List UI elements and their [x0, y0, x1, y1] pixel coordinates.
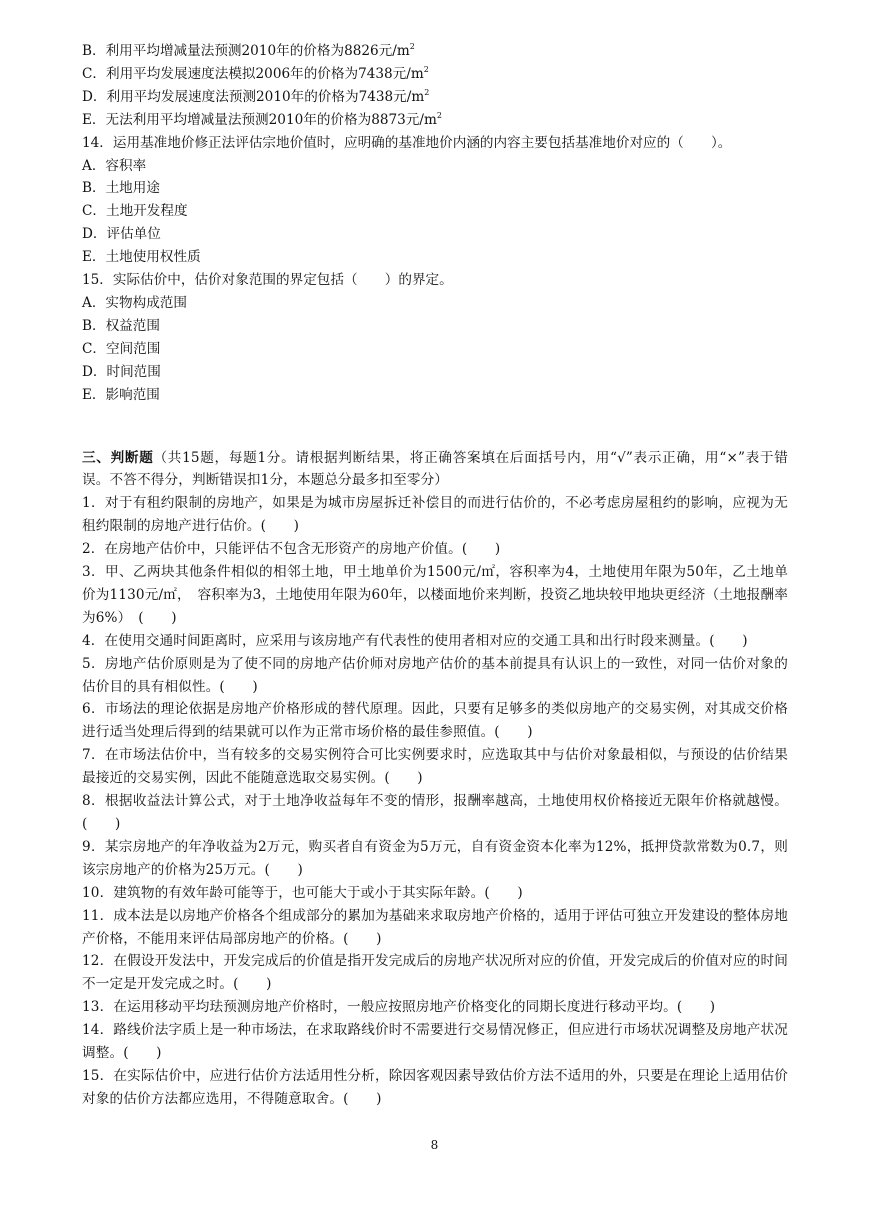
- tf-question-14: 14．路线价法字质上是一种市场法，在求取路线价时不需要进行交易情况修正，但应进行市场状况调整及房地产状况调整。( ): [82, 1022, 788, 1062]
- tf-question-1: 1．对于有租约限制的房地产，如果是为城市房屋拆迁补偿目的而进行估价的，不必考虑房屋租约的影响，应视为无租约限制的房地产进行估价。( ): [82, 495, 788, 535]
- tf-question-10: 10．建筑物的有效年龄可能等于，也可能大于或小于其实际年龄。( ): [82, 884, 523, 901]
- tf-question-2: 2．在房地产估价中，只能评估不包含无形资产的房地产价值。( ): [82, 541, 501, 558]
- question-stem: 14．运用基准地价修正法评估宗地价值时，应明确的基准地价内涵的内容主要包括基准地价对应的（ ）。: [82, 134, 732, 151]
- tf-question-9: 9．某宗房地产的年净收益为2万元，购买者自有资金为5万元，自有资金资本化率为12%，抵押贷款常数为0.7，则该宗房地产的价格为25万元。( ): [82, 838, 788, 878]
- tf-question-5: 5．房地产估价原则是为了使不同的房地产估价师对房地产估价的基本前提具有认识上的一致性，对同一估价对象的估价目的具有相似性。( ): [82, 655, 788, 695]
- question-15: [82, 269, 788, 406]
- question-stem: 15．实际估价中，估价对象范围的界定包括（ ）的界定。: [82, 272, 453, 289]
- option-b: B．权益范围: [82, 317, 160, 334]
- option-e: E．无法利用平均增减量法预测2010年的价格为8873元$/m^2$: [82, 110, 442, 128]
- document-page: [82, 40, 788, 1111]
- question-14: [82, 132, 788, 269]
- option-d: D．利用平均发展速度法预测2010年的价格为7438元$/m^2$: [82, 87, 430, 105]
- option-d: D．评估单位: [82, 226, 161, 243]
- tf-question-6: 6．市场法的理论依据是房地产价格形成的替代原理。因此，只要有足够多的类似房地产的交易实例，对其成交价格进行适当处理后得到的结果就可以作为正常市场价格的最佳参照值。( ): [82, 701, 788, 741]
- tf-question-11: 11．成本法是以房地产价格各个组成部分的累加为基础来求取房地产价格的，适用于评估可独立开发建设的整体房地产价格，不能用来评估局部房地产的价格。( ): [82, 907, 788, 947]
- section-heading: [82, 447, 788, 493]
- option-c: C．利用平均发展速度法模拟2006年的价格为7438元$/m^2$: [82, 64, 429, 82]
- option-b: B．土地用途: [82, 180, 160, 197]
- mc-continuation-options: [82, 40, 788, 132]
- option-d: D．时间范围: [82, 363, 161, 380]
- option-a: A．容积率: [82, 157, 147, 174]
- tf-question-7: 7．在市场法估价中，当有较多的交易实例符合可比实例要求时，应选取其中与估价对象最相似，与预设的估价结果最接近的交易实例，因此不能随意选取交易实例。( ): [82, 747, 788, 787]
- tf-question-8: 8．根据收益法计算公式，对于土地净收益每年不变的情形，报酬率越高，土地使用权价格接近无限年价格就越慢。( ): [82, 793, 788, 832]
- section-title: 三、判断题: [82, 449, 154, 466]
- section-instruction: （共15题，每题1分。请根据判断结果，将正确答案填在后面括号内，用“√”表示正确，用“×”表于错误。不答不得分，判断错误扣1分，本题总分最多扣至零分）: [82, 449, 788, 489]
- tf-question-4: 4．在使用交通时间距离时，应采用与该房地产有代表性的使用者相对应的交通工具和出行时段来测量。( ): [82, 632, 748, 649]
- option-e: E．影响范围: [82, 386, 160, 403]
- tf-question-13: 13．在运用移动平均珐预测房地产价格时，一般应按照房地产价格变化的同期长度进行移动平均。( ): [82, 999, 716, 1016]
- page-number: 8: [430, 1138, 439, 1152]
- option-c: C．空间范围: [82, 340, 161, 357]
- option-c: C．土地开发程度: [82, 203, 188, 220]
- option-b: B．利用平均增减量法预测2010年的价格为8826元$/m^2$: [82, 42, 415, 59]
- option-e: E．土地使用权性质: [82, 249, 201, 266]
- tf-question-15: 15．在实际估价中，应进行估价方法适用性分析，除因客观因素导致估价方法不适用的外，只要是在理论上适用估价对象的估价方法都应选用，不得随意取舍。( ): [82, 1067, 788, 1107]
- option-a: A．实物构成范围: [82, 294, 187, 311]
- tf-question-12: 12．在假设开发法中，开发完成后的价值是指开发完成后的房地产状况所对应的价值，开发完成后的价值对应的时间不一定是开发完成之时。( ): [82, 953, 788, 993]
- true-false-questions: [82, 492, 788, 1110]
- tf-question-3: 3．甲、乙两块其他条件相似的相邻土地，甲土地单价为1500元/㎡，容积率为4，土地使用年限为50年，乙土地单价为1130元/㎡， 容积率为3，土地使用年限为60年，以楼面地价来判断，投资乙地块较甲地块更经济（土地报酬率为6%） ( ): [82, 564, 788, 626]
- section-spacer: [82, 407, 788, 447]
